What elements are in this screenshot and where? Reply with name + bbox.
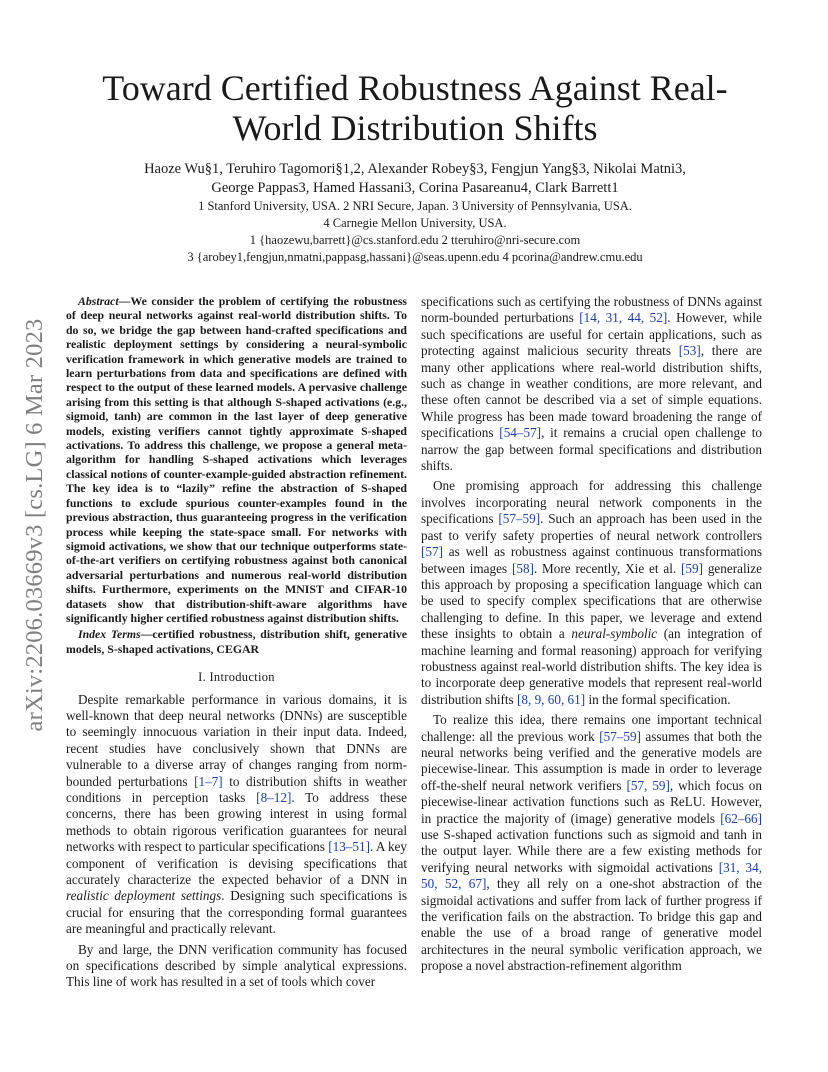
paper-title: Toward Certified Robustness Against Real-World Distribution Shifts: [102, 68, 728, 148]
citation-link[interactable]: [ 57 ]: [421, 544, 443, 559]
section-heading: I. Introduction: [198, 670, 275, 685]
text-run: to distribution shifts in weather conditions in perception tasks: [66, 773, 407, 805]
emphasis-text: neural-symbolic: [571, 626, 658, 642]
text-run: To realize this idea, there remains one important technical challenge: all the previous work: [421, 712, 762, 744]
affiliation-line-1: 1 Stanford University, USA. 2 NRI Secure, Japan. 3 University of Pennsylvania, USA.: [198, 199, 632, 213]
affiliation-line-2: 4 Carnegie Mellon University, USA.: [323, 216, 507, 230]
text-run: . Designing such specifications is crucial for ensuring that the corresponding formal guarantees are meaningful and practically relevant.: [66, 888, 407, 937]
citation-link[interactable]: [ 58 ]: [512, 561, 534, 576]
right-column: [421, 294, 762, 975]
abstract-text: —We consider the problem of certifying the robustness of deep neural networks against real-world distribution shifts. To do so, we bridge the gap between hand-crafted specifications and realistic deployment settings by considering a neural-symbolic verification framework in which generative models are trained to learn perturbations from data and specifications are defined with respect to the output of these learned models. A pervasive challenge arising from this setting is that although S-shaped activations (e.g., sigmoid, tanh) are common in the last layer of deep generative models, existing verifiers cannot tightly approximate S-shaped activations. To address this challenge, we propose a general meta-algorithm for handling S-shaped activations which leverages classical notions of counter-example-guided abstraction refinement. The key idea is to “lazily” refine the abstraction of S-shaped functions to exclude spurious counter-examples found in the previous abstraction, thus guaranteeing progress in the verification process while keeping the state-space small. For networks with sigmoid activations, we show that our technique outperforms state-of-the-art verifiers on certifying robustness against both canonical adversarial perturbations and numerous real-world distribution shifts. Furthermore, experiments on the MNIST and CIFAR-10 datasets show that distribution-shift-aware algorithms have significantly higher certified robustness against distribution shifts.: [66, 294, 407, 625]
citation-link[interactable]: [ 8, 9, 60, 61 ]: [517, 692, 585, 707]
text-run: in the formal specification.: [585, 691, 731, 707]
citation-link[interactable]: [ 57–59 ]: [498, 511, 540, 526]
abstract: [66, 294, 407, 625]
text-run: as well as robustness against continuous transformations between images: [421, 544, 762, 576]
citation-link[interactable]: [ 54–57 ]: [499, 425, 541, 440]
text-run: , there are many other applications where real-world distribution shifts, such as change in weather conditions, are more relevant, and these often cannot be described via a set of simple equations. While progress has been made toward broadening the range of specifications: [421, 343, 762, 441]
right-paragraph-2: [421, 478, 762, 708]
citation-link[interactable]: [ 14, 31, 44, 52 ]: [579, 310, 667, 325]
authors-line-2: George Pappas3, Hamed Hassani3, Corina Pasareanu4, Clark Barrett1: [211, 180, 619, 196]
authors-line-1: Haoze Wu§1, Teruhiro Tagomori§1,2, Alexander Robey§3, Fengjun Yang§3, Nikolai Matni3,: [144, 161, 686, 177]
text-run: . Such an approach has been used in the past to verify safety properties of neural network controllers: [421, 511, 762, 543]
emphasis-text: realistic deployment settings: [66, 888, 222, 904]
intro-paragraph-2: By and large, the DNN verification community has focused on specifications described by simple analytical expressions. This line of work has resulted in a set of tools which cover: [66, 941, 407, 990]
text-run: , they all rely on a one-shot abstraction of the sigmoidal activations and suffer from lack of further progress if the verification fails on the abstraction. To bridge this gap and enable the use of a broad range of generative model architectures in the neural symbolic verification approach, we propose a novel abstraction-refinement algorithm: [421, 876, 762, 974]
intro-paragraph-1: [66, 692, 407, 938]
arxiv-identifier: [22, 290, 48, 760]
affiliation-emails-1: 1 {haozewu,barrett}@cs.stanford.edu 2 tteruhiro@nri-secure.com: [249, 233, 581, 247]
citation-link[interactable]: [ 8–12 ]: [256, 790, 291, 805]
index-terms-label: Index Terms: [78, 627, 141, 642]
citation-link[interactable]: [ 1–7 ]: [194, 774, 223, 789]
affiliation-emails-2: 3 {arobey1,fengjun,nmatni,pappasg,hassani}@seas.upenn.edu 4 pcorina@andrew.cmu.edu: [187, 250, 643, 264]
text-run: , it remains a crucial open challenge to narrow the gap between formal specifications and distribution shifts.: [421, 425, 762, 474]
text-run: . However, while such specifications are useful for certain applications, such as protecting against malicious security threats: [421, 310, 762, 359]
citation-link[interactable]: [ 53 ]: [679, 343, 701, 358]
citation-link[interactable]: [ 62–66 ]: [720, 811, 762, 826]
citation-link[interactable]: [ 31, 34, 50, 52, 67 ]: [421, 860, 762, 891]
text-run: assumes that both the neural networks being verified and the generative models are piecewise-linear. This assumption is made in order to leverage off-the-shelf neural network verifiers: [421, 728, 762, 793]
citation-link[interactable]: [ 13–51 ]: [328, 839, 370, 854]
text-run: specifications such as certifying the robustness of DNNs against norm-bounded perturbations: [421, 294, 762, 326]
text-run: Despite remarkable performance in various domains, it is well-known that deep neural networks (DNNs) are susceptible to seemingly innocuous variation in their input data. Indeed, recent studies have conclusively shown that DNNs are vulnerable to a diverse array of changes ranging from norm-bounded perturbations: [66, 691, 407, 789]
abstract-label: Abstract: [78, 294, 119, 308]
right-paragraph-3: [421, 712, 762, 975]
text-run: generalize this approach by proposing a specification language which can be used to specify complex specifications that are otherwise challenging to define. In this paper, we leverage and extend these insights to obtain a: [421, 560, 762, 642]
text-run: , which focus on piecewise-linear activation functions such as ReLU. However, in practice the majority of (image) generative models: [421, 777, 762, 826]
right-paragraph-1: [421, 294, 762, 474]
text-run: (an integration of machine learning and formal reasoning) approach for verifying robustness against real-world distribution shifts. The key idea is to incorporate deep generative models that represent real-world distribution shifts: [421, 626, 762, 707]
text-run: use S-shaped activation functions such as sigmoid and tanh in the output layer. While there are a few existing methods for verifying neural networks with sigmoidal activations: [421, 827, 762, 875]
citation-link[interactable]: [ 57, 59 ]: [627, 778, 670, 793]
left-column: [66, 294, 407, 991]
arxiv-identifier-text: arXiv:2206.03669v3 [cs.LG] 6 Mar 2023: [21, 318, 48, 732]
citation-link[interactable]: [ 57–59 ]: [599, 729, 641, 744]
text-run: . A key component of verification is devising specifications that accurately characterize the expected behavior of a DNN in: [66, 839, 408, 888]
text-run: . To address these concerns, there has been growing interest in using formal methods to obtain rigorous verification guarantees for neural networks with respect to particular specifications: [66, 790, 407, 855]
index-terms-text: —certified robustness, distribution shift, generative models, S-shaped activations, CEGAR: [66, 627, 407, 656]
citation-link[interactable]: [ 59 ]: [681, 561, 703, 576]
index-terms: [66, 627, 407, 656]
text-run: One promising approach for addressing this challenge involves incorporating neural network components in the specifications: [421, 478, 762, 527]
text-run: . More recently, Xie et al.: [533, 560, 681, 576]
author-list: [60, 160, 770, 198]
